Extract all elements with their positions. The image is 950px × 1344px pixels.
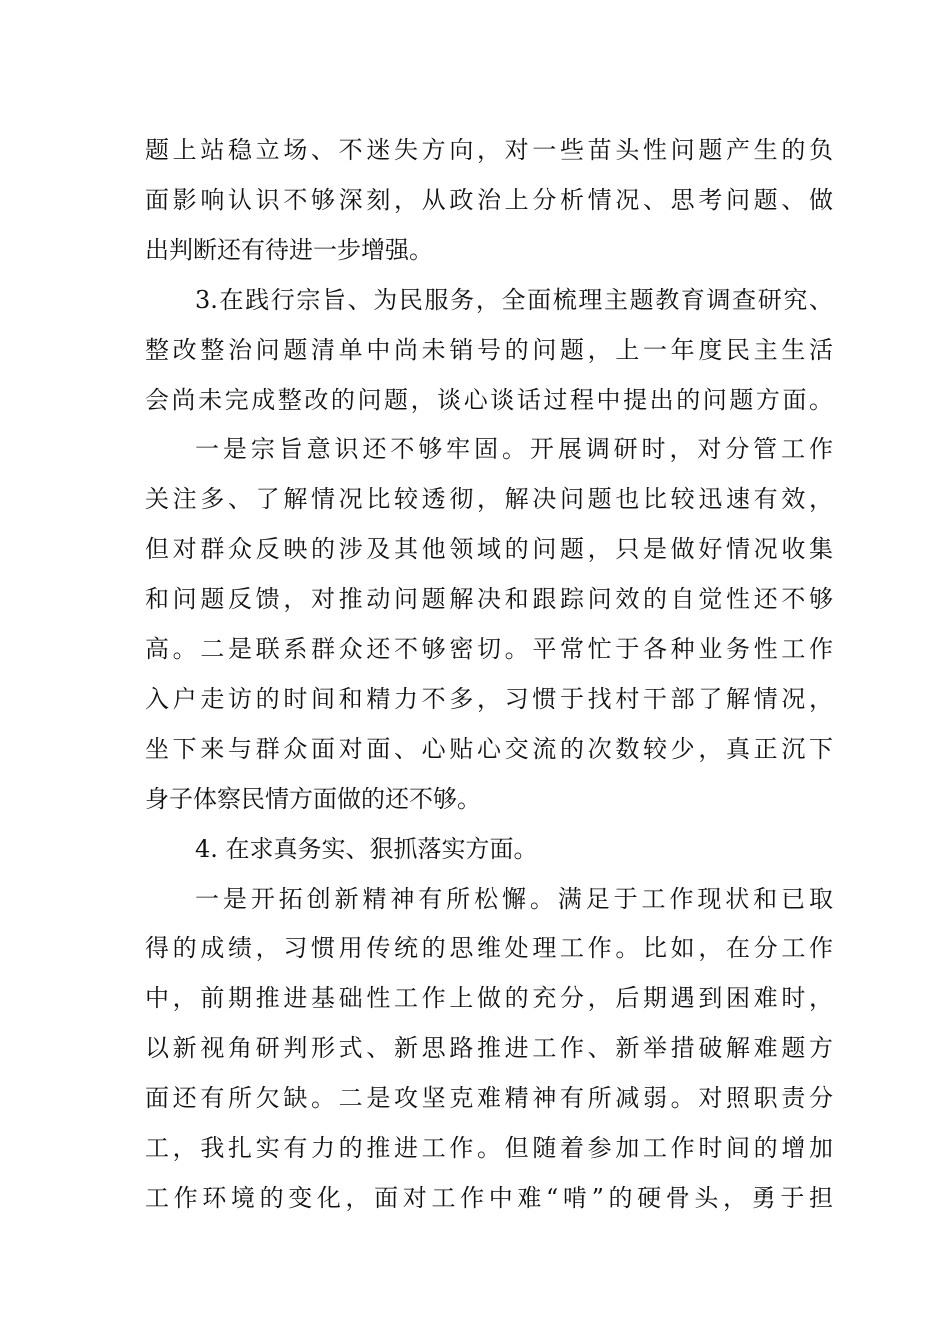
text-line: 整改整治问题清单中尚未销号的问题，上一年度民主生活 (145, 335, 833, 364)
text-line: 和问题反馈，对推动问题解决和跟踪问效的自觉性还不够 (145, 585, 833, 614)
text-line: 高。二是联系群众还不够密切。平常忙于各种业务性工作 (145, 635, 833, 663)
text-line: 出判断还有待进一步增强。 (145, 235, 433, 264)
text-line: 一是开拓创新精神有所松懈。满足于工作现状和已取 (195, 884, 833, 913)
text-line: 4. 在求真务实、狠抓落实方面。 (195, 834, 538, 863)
text-line: 面还有所欠缺。二是攻坚克难精神有所减弱。对照职责分 (145, 1084, 833, 1113)
text-line: 面影响认识不够深刻，从政治上分析情况、思考问题、做 (145, 185, 833, 214)
text-line: 会尚未完成整改的问题，谈心谈话过程中提出的问题方面。 (145, 385, 833, 414)
text-line: 以新视角研判形式、新思路推进工作、新举措破解难题方 (145, 1034, 833, 1063)
text-line: 工作环境的变化，面对工作中难“啃”的硬骨头，勇于担 (145, 1183, 833, 1212)
text-line: 坐下来与群众面对面、心贴心交流的次数较少，真正沉下 (145, 734, 833, 763)
text-line: 中，前期推进基础性工作上做的充分，后期遇到困难时， (145, 984, 833, 1013)
text-line: 身子体察民情方面做的还不够。 (145, 784, 481, 813)
text-line: 一是宗旨意识还不够牢固。开展调研时，对分管工作 (195, 435, 833, 464)
text-line: 关注多、了解情况比较透彻，解决问题也比较迅速有效， (145, 485, 833, 514)
text-line: 题上站稳立场、不迷失方向，对一些苗头性问题产生的负 (145, 136, 833, 164)
text-line: 入户走访的时间和精力不多，习惯于找村干部了解情况， (145, 684, 833, 713)
text-line: 工，我扎实有力的推进工作。但随着参加工作时间的增加 (145, 1134, 833, 1162)
text-line: 得的成绩，习惯用传统的思维处理工作。比如，在分工作 (145, 934, 833, 963)
text-line: 但对群众反映的涉及其他领域的问题，只是做好情况收集 (145, 535, 833, 564)
text-line: 3.在践行宗旨、为民服务，全面梳理主题教育调查研究、 (195, 285, 833, 314)
